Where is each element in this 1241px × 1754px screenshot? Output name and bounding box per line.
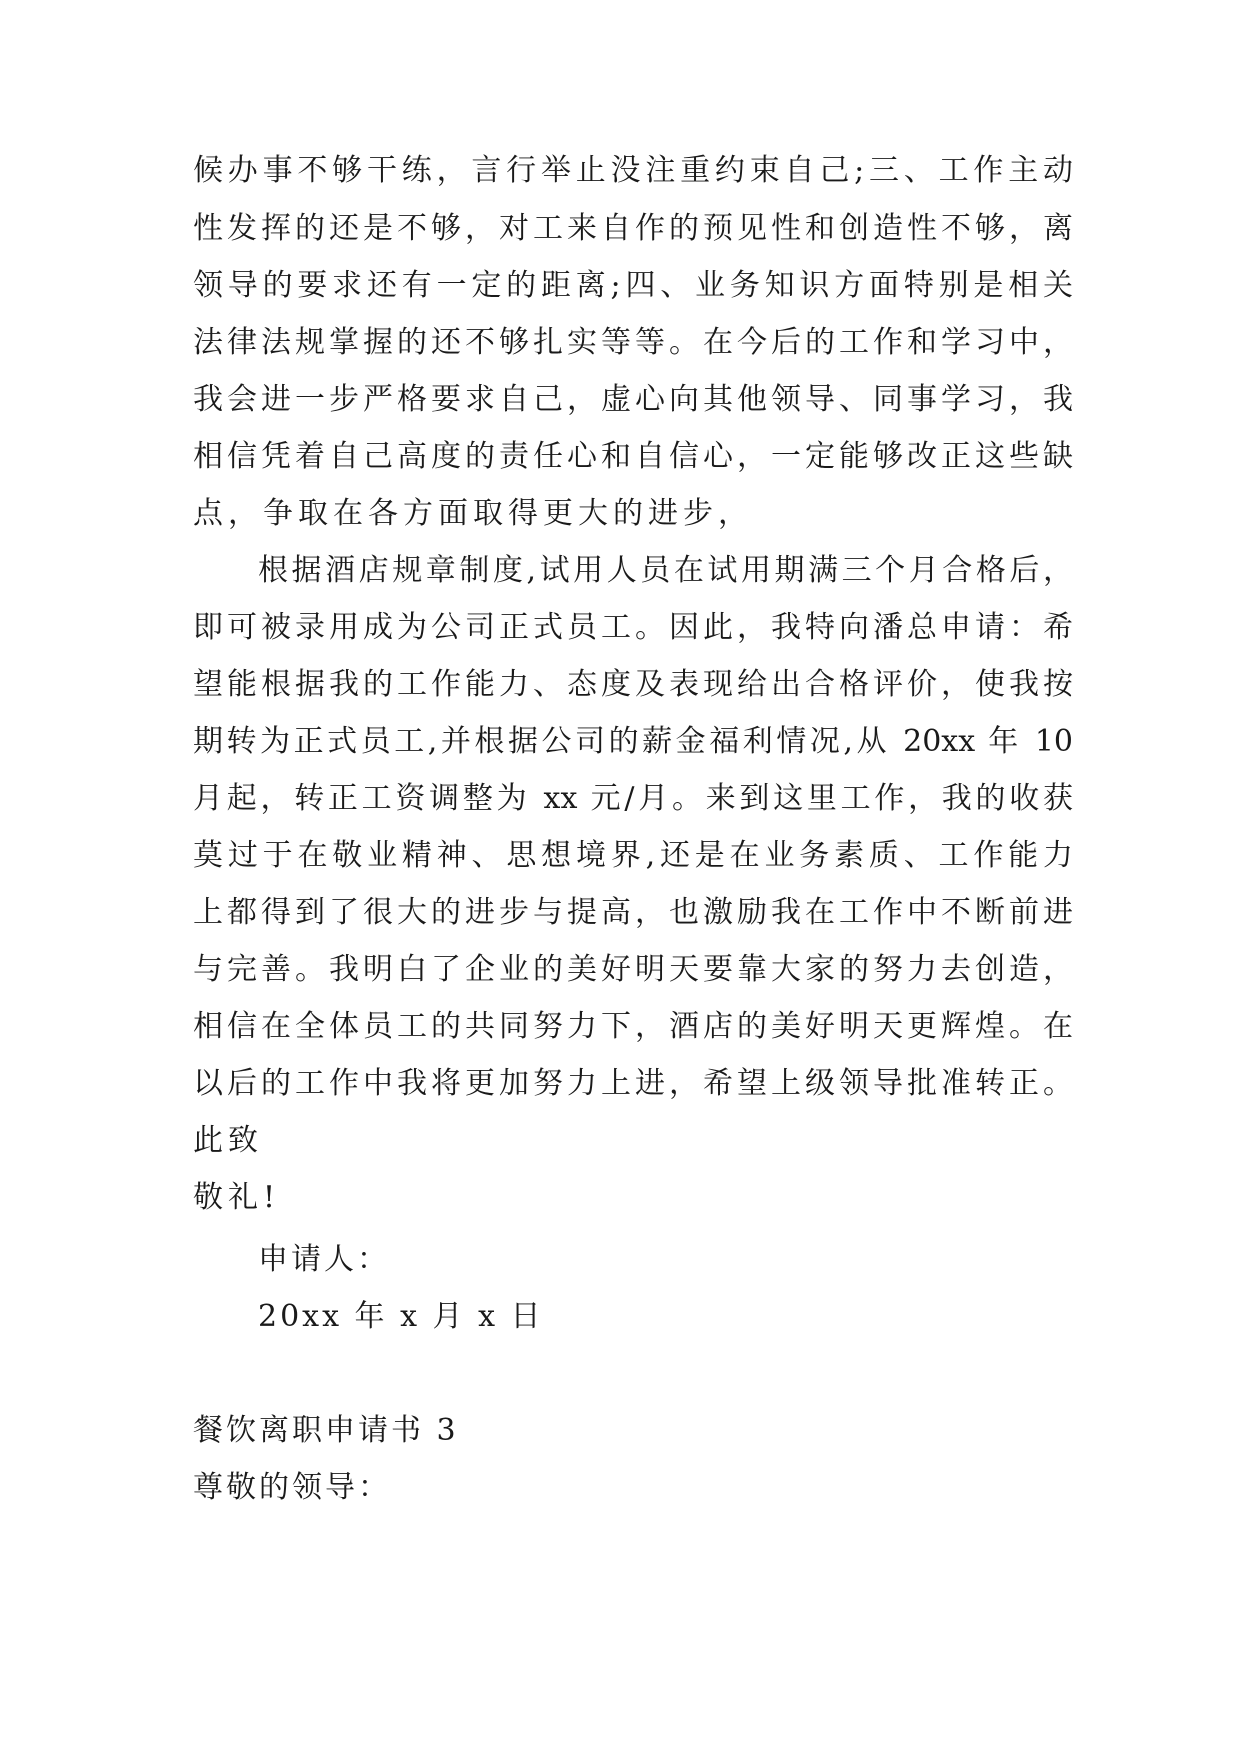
paragraph-1-line: 相信凭着自己高度的责任心和自信心，一定能够改正这些缺 (193, 439, 1073, 474)
paragraph-1-line: 性发挥的还是不够，对工来自作的预见性和创造性不够，离 (193, 211, 1073, 246)
closing-line-2: 敬礼! (193, 1180, 281, 1215)
paragraph-1-line: 候办事不够干练，言行举止没注重约束自己;三、工作主动 (193, 153, 1073, 188)
paragraph-2-line: 莫过于在敬业精神、思想境界,还是在业务素质、工作能力 (193, 838, 1073, 873)
next-document-title: 餐饮离职申请书 3 (193, 1413, 459, 1448)
applicant-label: 申请人： (258, 1242, 390, 1277)
application-date: 20xx 年 x 月 x 日 (258, 1299, 544, 1334)
next-document-salutation: 尊敬的领导： (193, 1470, 391, 1505)
paragraph-2-line: 上都得到了很大的进步与提高，也激励我在工作中不断前进 (193, 895, 1073, 930)
paragraph-1-line: 法律法规掌握的还不够扎实等等。在今后的工作和学习中， (193, 325, 1073, 360)
paragraph-2-first-line: 根据酒店规章制度,试用人员在试用期满三个月合格后， (258, 553, 1073, 588)
paragraph-1-line: 领导的要求还有一定的距离;四、业务知识方面特别是相关 (193, 268, 1073, 303)
paragraph-1-line: 我会进一步严格要求自己，虚心向其他领导、同事学习，我 (193, 382, 1073, 417)
paragraph-2-line: 即可被录用成为公司正式员工。因此，我特向潘总申请：希 (193, 610, 1073, 645)
paragraph-2-line: 期转为正式员工,并根据公司的薪金福利情况,从 20xx 年 10 (193, 724, 1073, 759)
paragraph-2-line: 月起，转正工资调整为 xx 元/月。来到这里工作，我的收获 (193, 781, 1073, 816)
paragraph-2-line: 相信在全体员工的共同努力下，酒店的美好明天更辉煌。在 (193, 1009, 1073, 1044)
paragraph-2-line: 望能根据我的工作能力、态度及表现给出合格评价，使我按 (193, 667, 1073, 702)
paragraph-2-line: 以后的工作中我将更加努力上进，希望上级领导批准转正。 (193, 1066, 1073, 1101)
paragraph-1-line: 点，争取在各方面取得更大的进步， (193, 496, 753, 531)
paragraph-2-line: 与完善。我明白了企业的美好明天要靠大家的努力去创造， (193, 952, 1073, 987)
closing-line-1: 此致 (193, 1123, 263, 1158)
